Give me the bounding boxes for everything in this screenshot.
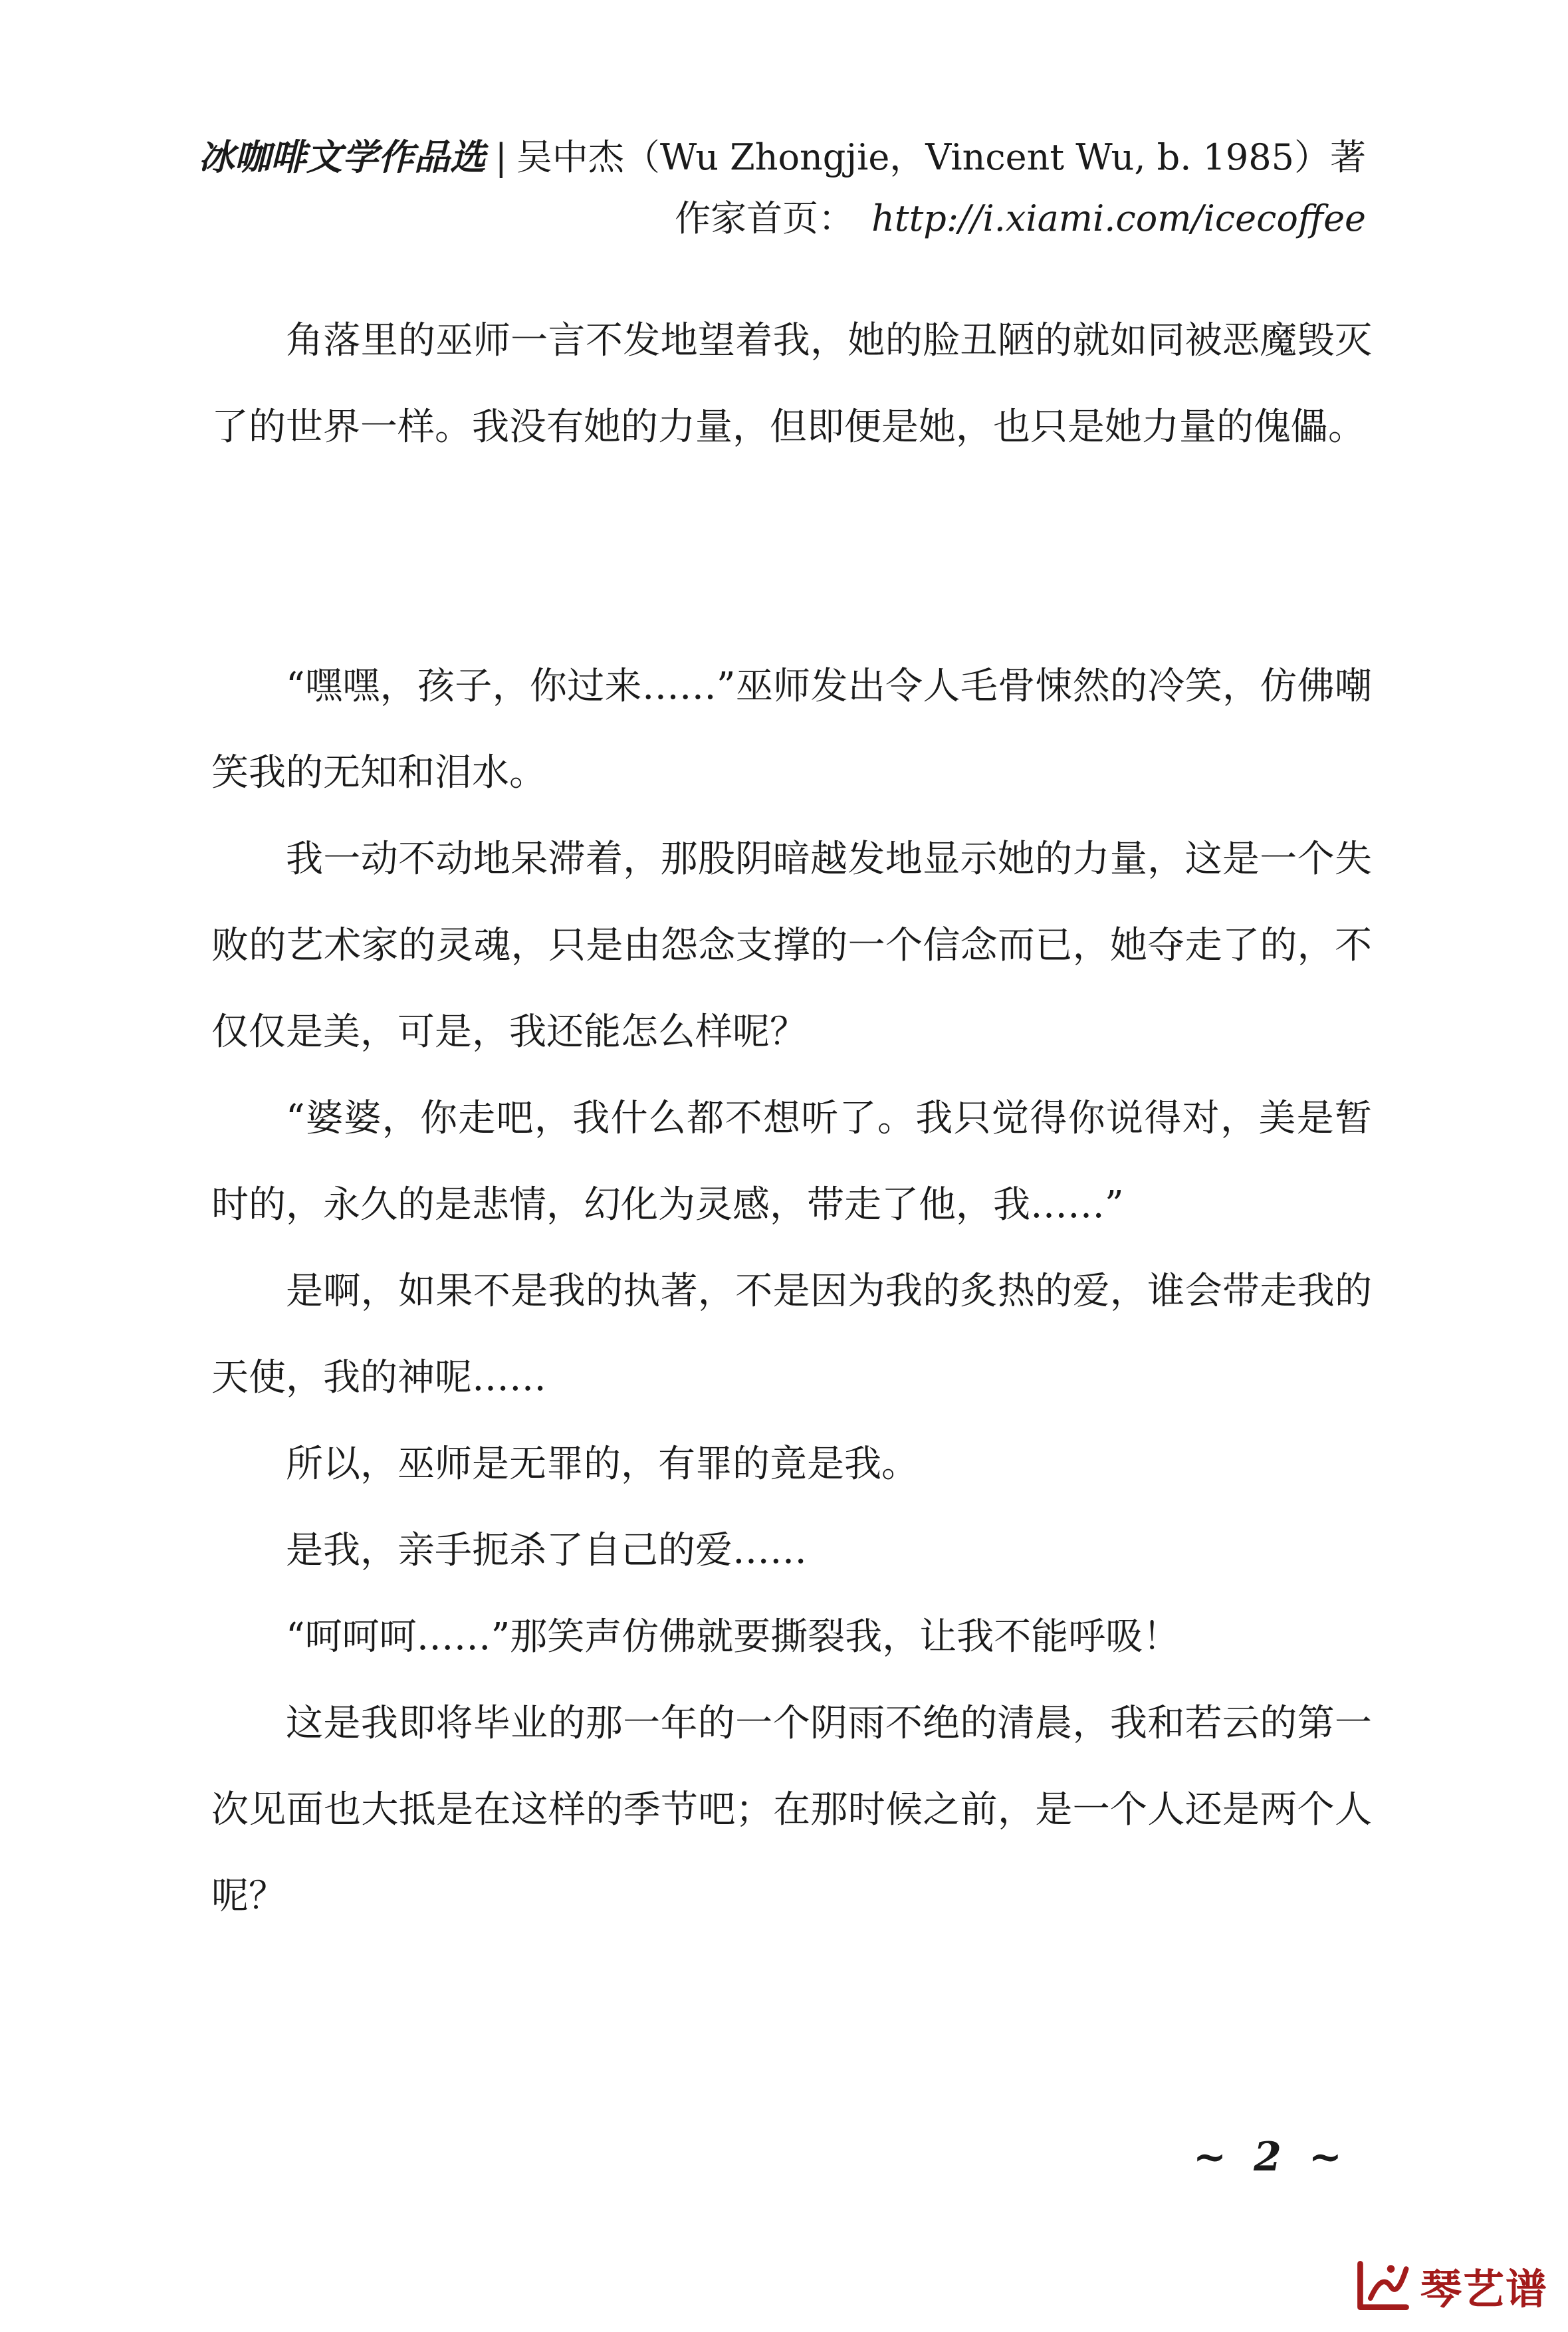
homepage-label: 作家首页： xyxy=(675,197,855,239)
paragraph: 是我，亲手扼杀了自己的爱…… xyxy=(286,1529,807,1572)
author-credit: 吴中杰（Wu Zhongjie，Vincent Wu, b. 1985）著 xyxy=(516,136,1366,178)
logo-mark-icon xyxy=(1351,2254,1415,2317)
page-number: ~ 2 ~ xyxy=(1192,2134,1349,2180)
header-separator: | xyxy=(495,136,507,178)
paragraph: 这是我即将毕业的那一年的一个阴雨不绝的清晨，我和若云的第一次见面也大抵是在这样的季节吧；在那时候之前，是一个人还是两个人呢？ xyxy=(211,1702,1372,1918)
paragraph: “婆婆，你走吧，我什么都不想听了。我只觉得你说得对，美是暂时的，永久的是悲情，幻化为灵感，带走了他，我……” xyxy=(211,1097,1372,1226)
header-line-1 xyxy=(199,126,1366,188)
paragraph: 是啊，如果不是我的执著，不是因为我的炙热的爱，谁会带走我的天使，我的神呢…… xyxy=(211,1270,1372,1399)
paragraph: “嘿嘿，孩子，你过来……”巫师发出令人毛骨悚然的冷笑，仿佛嘲笑我的无知和泪水。 xyxy=(211,665,1372,794)
paragraph: 我一动不动地呆滞着，那股阴暗越发地显示她的力量，这是一个失败的艺术家的灵魂，只是由怨念支撑的一个信念而已，她夺走了的，不仅仅是美，可是，我还能怎么样呢？ xyxy=(211,838,1372,1054)
paragraph: 所以，巫师是无罪的，有罪的竟是我。 xyxy=(286,1443,919,1486)
logo-text: 琴艺谱 xyxy=(1420,2264,1548,2313)
paragraph: “呵呵呵……”那笑声仿佛就要撕裂我，让我不能呼吸！ xyxy=(286,1615,1180,1659)
page-header xyxy=(199,126,1366,249)
homepage-link[interactable]: http://i.xiami.com/icecoffee xyxy=(871,197,1366,239)
series-title: 冰咖啡文学作品选 xyxy=(198,136,486,178)
paragraph: 角落里的巫师一言不发地望着我，她的脸丑陋的就如同被恶魔毁灭了的世界一样。我没有她的力量，但即便是她，也只是她力量的傀儡。 xyxy=(211,319,1372,449)
header-line-2 xyxy=(199,188,1366,249)
body-text xyxy=(211,298,1372,1940)
publisher-logo xyxy=(1351,2254,1548,2317)
